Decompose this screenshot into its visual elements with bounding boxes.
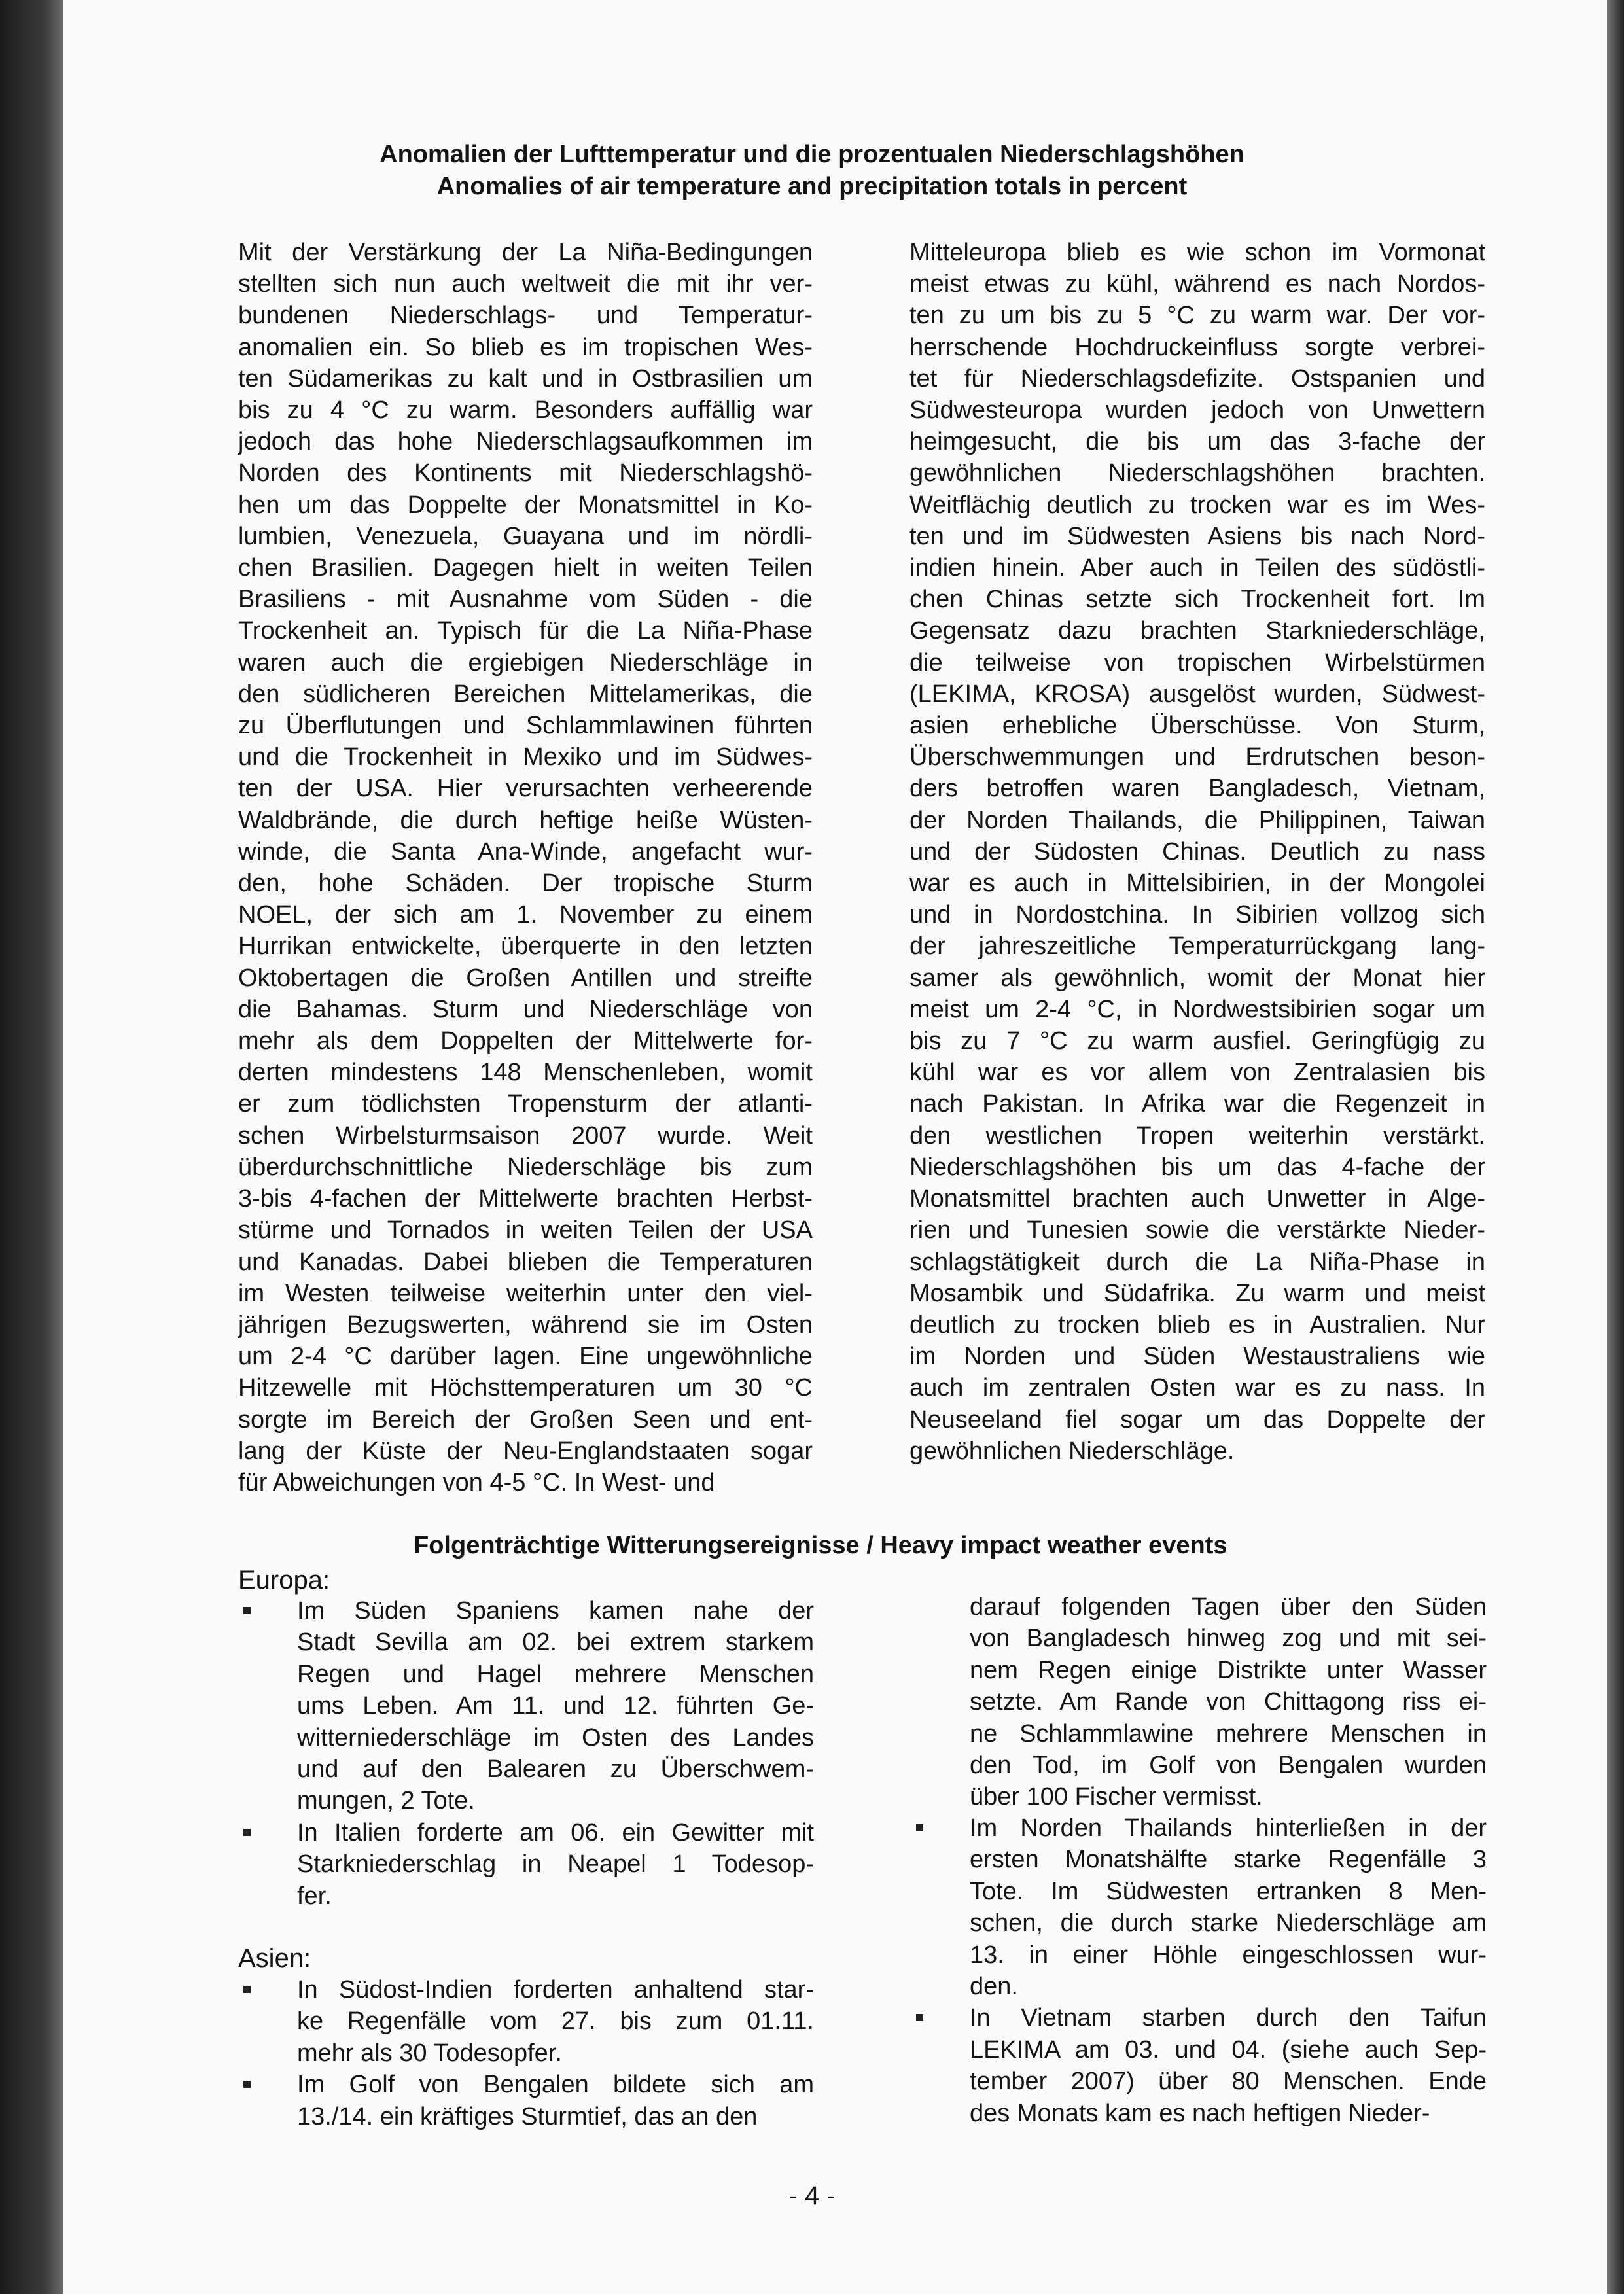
text-line: der Norden Thailands, die Philippinen, Taiwan	[909, 806, 1485, 834]
text-line: ten der USA. Hier verursachten verheerende	[238, 775, 813, 803]
text-line: jährigen Bezugswerten, während sie im Osten	[238, 1311, 813, 1339]
event-text	[297, 2069, 814, 2132]
text-line: ten Südamerikas zu kalt und in Ostbrasilien um	[238, 364, 813, 393]
text-line: NOEL, der sich am 1. November zu einem	[238, 901, 813, 929]
text-line: derten mindestens 148 Menschenleben, womit	[238, 1059, 813, 1087]
event-list-item	[911, 1812, 1487, 2002]
text-line: bundenen Niederschlags- und Temperatur-	[238, 302, 813, 330]
text-line: hen um das Doppelte der Monatsmittel in Ko-	[238, 491, 813, 519]
asien-event-list-continued	[911, 1812, 1487, 2129]
text-line: und die Trockenheit in Mexiko und im Südwes-	[238, 743, 813, 771]
text-line: Hitzewelle mit Höchsttemperaturen um 30 °C	[238, 1374, 813, 1402]
text-line: Tote. Im Südwesten ertranken 8 Men-	[970, 1877, 1487, 1905]
text-line: kühl war es vor allem von Zentralasien bis	[909, 1059, 1485, 1087]
text-line: über 100 Fischer vermisst.	[970, 1783, 1263, 1811]
text-line: um 2-4 °C darüber lagen. Eine ungewöhnliche	[238, 1343, 813, 1371]
text-line: fer.	[297, 1882, 332, 1910]
text-line: tember 2007) über 80 Menschen. Ende	[970, 2068, 1487, 2096]
text-line: jedoch das hohe Niederschlagsaufkommen im	[238, 428, 813, 456]
text-line: gewöhnlichen Niederschläge.	[909, 1437, 1235, 1465]
text-line: Im Süden Spaniens kamen nahe der	[297, 1597, 814, 1625]
text-line: In Südost-Indien forderten anhaltend star-	[297, 1976, 814, 2003]
text-line: im Westen teilweise weiterhin unter den viel-	[238, 1279, 813, 1307]
text-line: meist etwas zu kühl, während es nach Nordos-	[909, 270, 1485, 298]
event-list-item	[911, 2002, 1487, 2129]
text-line: witterniederschläge im Osten des Landes	[297, 1723, 814, 1752]
bullet-square-icon	[916, 1824, 923, 1831]
text-line: mehr als dem Doppelten der Mittelwerte for-	[238, 1027, 813, 1055]
text-line: stellten sich nun auch weltweit die mit ihr ver-	[238, 270, 813, 298]
text-line: nem Regen einige Distrikte unter Wasser	[970, 1656, 1487, 1684]
text-line: herrschende Hochdruckeinfluss sorgte verbrei-	[909, 333, 1485, 361]
text-line: lang der Küste der Neu-Englandstaaten sogar	[238, 1437, 813, 1465]
title-german: Anomalien der Lufttemperatur und die prozentualen Niederschlagshöhen	[380, 141, 1244, 168]
europa-event-list	[238, 1595, 814, 1912]
scan-edge-right	[1607, 0, 1624, 2294]
text-line: darauf folgenden Tagen über den Süden	[970, 1593, 1487, 1621]
event-text	[970, 2002, 1487, 2129]
events-right-continuation	[970, 1591, 1487, 1813]
text-line: asien erhebliche Überschüsse. Von Sturm,	[909, 712, 1485, 740]
text-line: In Italien forderte am 06. ein Gewitter mit	[297, 1818, 814, 1846]
text-line: chen Chinas setzte sich Trockenheit fort. Im	[909, 586, 1485, 614]
intro-left-column	[238, 237, 813, 1498]
scan-edge-left	[0, 0, 63, 2294]
text-line: im Norden und Süden Westaustraliens wie	[909, 1343, 1485, 1371]
text-line: tet für Niederschlagsdefizite. Ostspanien und	[909, 364, 1485, 393]
event-list-item	[238, 2069, 814, 2132]
text-line: schlagstätigkeit durch die La Niña-Phase in	[909, 1248, 1485, 1276]
text-line: zu Überflutungen und Schlammlawinen führten	[238, 712, 813, 740]
text-line: 13. in einer Höhle eingeschlossen wur-	[970, 1941, 1487, 1969]
text-line: des Monats kam es nach heftigen Nieder-	[970, 2099, 1430, 2127]
text-line: stürme und Tornados in weiten Teilen der USA	[238, 1216, 813, 1244]
text-line: Hurrikan entwickelte, überquerte in den letzten	[238, 932, 813, 961]
event-text	[297, 1595, 814, 1817]
text-line: für Abweichungen von 4-5 °C. In West- und	[238, 1468, 715, 1496]
text-line: ten zu um bis zu 5 °C zu warm war. Der vor-	[909, 302, 1485, 330]
text-line: Neuseeland fiel sogar um das Doppelte der	[909, 1405, 1485, 1434]
text-line: Im Norden Thailands hinterließen in der	[970, 1814, 1487, 1842]
text-line: rien und Tunesien sowie die verstärkte Nieder-	[909, 1216, 1485, 1244]
text-line: ten und im Südwesten Asiens bis nach Nord-	[909, 522, 1485, 550]
text-line: setzte. Am Rande von Chittagong riss ei-	[970, 1688, 1487, 1716]
text-line: Norden des Kontinents mit Niederschlagshö-	[238, 459, 813, 487]
event-text	[297, 1974, 814, 2069]
text-line: gewöhnlichen Niederschlagshöhen brachten.	[909, 459, 1485, 487]
text-line: Trockenheit an. Typisch für die La Niña-Phase	[238, 617, 813, 645]
text-line: und auf den Balearen zu Überschwem-	[297, 1756, 814, 1784]
text-line: schen, die durch starke Niederschläge am	[970, 1909, 1487, 1937]
text-line: anomalien ein. So blieb es im tropischen Wes-	[238, 333, 813, 361]
region-label-europa: Europa:	[238, 1566, 330, 1595]
text-line: winde, die Santa Ana-Winde, angefacht wur-	[238, 838, 813, 866]
bullet-square-icon	[243, 1607, 251, 1614]
event-text	[970, 1812, 1487, 2002]
text-line: ersten Monatshälfte starke Regenfälle 3	[970, 1846, 1487, 1874]
text-line: Oktobertagen die Großen Antillen und streifte	[238, 964, 813, 992]
text-line: LEKIMA am 03. und 04. (siehe auch Sep-	[970, 2036, 1487, 2064]
text-line: sorgte im Bereich der Großen Seen und ent-	[238, 1405, 813, 1434]
text-line: deutlich zu trocken blieb es in Australien. Nur	[909, 1311, 1485, 1339]
text-line: bis zu 7 °C zu warm ausfiel. Geringfügig zu	[909, 1027, 1485, 1055]
text-line: bis zu 4 °C zu warm. Besonders auffällig war	[238, 397, 813, 425]
text-line: den Tod, im Golf von Bengalen wurden	[970, 1752, 1487, 1780]
text-line: 3-bis 4-fachen der Mittelwerte brachten Herbst-	[238, 1185, 813, 1213]
text-line: Gegensatz dazu brachten Starkniederschläge,	[909, 617, 1485, 645]
region-label-asien: Asien:	[238, 1944, 311, 1973]
text-line: Im Golf von Bengalen bildete sich am	[297, 2071, 814, 2099]
events-section-title: Folgenträchtige Witterungsereignisse / Heavy impact weather events	[414, 1532, 1227, 1559]
text-line: er zum tödlichsten Tropensturm der atlanti-	[238, 1090, 813, 1118]
text-line: Weitflächig deutlich zu trocken war es im Wes-	[909, 491, 1485, 519]
text-line: Stadt Sevilla am 02. bei extrem starkem	[297, 1629, 814, 1657]
text-line: von Bangladesch hinweg zog und mit sei-	[970, 1625, 1487, 1653]
text-line: chen Brasilien. Dagegen hielt in weiten Teilen	[238, 554, 813, 582]
event-list-item	[238, 1974, 814, 2069]
text-line: Mit der Verstärkung der La Niña-Bedingungen	[238, 239, 813, 266]
text-line: waren auch die ergiebigen Niederschläge in	[238, 648, 813, 677]
text-line: war es auch in Mittelsibirien, in der Mongolei	[909, 870, 1485, 898]
text-line: den westlichen Tropen weiterhin verstärkt.	[909, 1121, 1485, 1150]
event-text	[297, 1817, 814, 1912]
text-line: (LEKIMA, KROSA) ausgelöst wurden, Südwest-	[909, 680, 1485, 708]
text-line: und in Nordostchina. In Sibirien vollzog sich	[909, 901, 1485, 929]
text-line: In Vietnam starben durch den Taifun	[970, 2004, 1487, 2032]
text-line: Südwesteuropa wurden jedoch von Unwettern	[909, 397, 1485, 425]
text-line: Regen und Hagel mehrere Menschen	[297, 1660, 814, 1688]
text-line: Mosambik und Südafrika. Zu warm und meist	[909, 1279, 1485, 1307]
text-line: den südlicheren Bereichen Mittelamerikas, die	[238, 680, 813, 708]
text-line: meist um 2-4 °C, in Nordwestsibirien sogar um	[909, 995, 1485, 1023]
bullet-square-icon	[243, 2081, 251, 2088]
intro-right-column	[909, 237, 1485, 1467]
asien-event-list	[238, 1974, 814, 2132]
bullet-square-icon	[243, 1829, 251, 1836]
text-line: ne Schlammlawine mehrere Menschen in	[970, 1720, 1487, 1748]
event-list-item	[238, 1817, 814, 1912]
text-line: Überschwemmungen und Erdrutschen beson-	[909, 743, 1485, 771]
text-line: Starkniederschlag in Neapel 1 Todesop-	[297, 1850, 814, 1879]
text-line: und Kanadas. Dabei blieben die Temperaturen	[238, 1248, 813, 1276]
text-line: nach Pakistan. In Afrika war die Regenzeit in	[909, 1090, 1485, 1118]
bullet-square-icon	[916, 2014, 923, 2021]
page-number: - 4 -	[788, 2181, 836, 2210]
text-line: Niederschlagshöhen bis um das 4-fache der	[909, 1153, 1485, 1181]
text-line: Monatsmittel brachten auch Unwetter in Alge-	[909, 1185, 1485, 1213]
text-line: und der Südosten Chinas. Deutlich zu nass	[909, 838, 1485, 866]
text-line: mungen, 2 Tote.	[297, 1787, 475, 1815]
text-line: heimgesucht, die bis um das 3-fache der	[909, 428, 1485, 456]
text-line: auch im zentralen Osten war es zu nass. In	[909, 1374, 1485, 1402]
text-line: 13./14. ein kräftiges Sturmtief, das an den	[297, 2102, 758, 2130]
text-line: indien hinein. Aber auch in Teilen des südöstli-	[909, 554, 1485, 582]
text-line: ke Regenfälle vom 27. bis zum 01.11.	[297, 2007, 814, 2036]
text-line: lumbien, Venezuela, Guayana und im nördli-	[238, 522, 813, 550]
text-line: Mitteleuropa blieb es wie schon im Vormonat	[909, 239, 1485, 266]
bullet-square-icon	[243, 1986, 251, 1993]
text-line: überdurchschnittliche Niederschläge bis zum	[238, 1153, 813, 1181]
title-english: Anomalies of air temperature and precipitation totals in percent	[436, 173, 1188, 200]
text-line: der jahreszeitliche Temperaturrückgang lang-	[909, 932, 1485, 961]
text-line: die Bahamas. Sturm und Niederschläge von	[238, 995, 813, 1023]
text-line: Waldbrände, die durch heftige heiße Wüsten-	[238, 806, 813, 834]
text-line: ums Leben. Am 11. und 12. führten Ge-	[297, 1692, 814, 1720]
event-list-item	[238, 1595, 814, 1817]
text-line: die teilweise von tropischen Wirbelstürmen	[909, 648, 1485, 677]
text-line: mehr als 30 Todesopfer.	[297, 2039, 562, 2067]
text-line: samer als gewöhnlich, womit der Monat hier	[909, 964, 1485, 992]
text-line: ders betroffen waren Bangladesch, Vietnam,	[909, 775, 1485, 803]
text-line: den, hohe Schäden. Der tropische Sturm	[238, 870, 813, 898]
text-line: Brasiliens - mit Ausnahme vom Süden - die	[238, 586, 813, 614]
text-line: schen Wirbelsturmsaison 2007 wurde. Weit	[238, 1121, 813, 1150]
text-line: den.	[970, 1973, 1018, 2001]
